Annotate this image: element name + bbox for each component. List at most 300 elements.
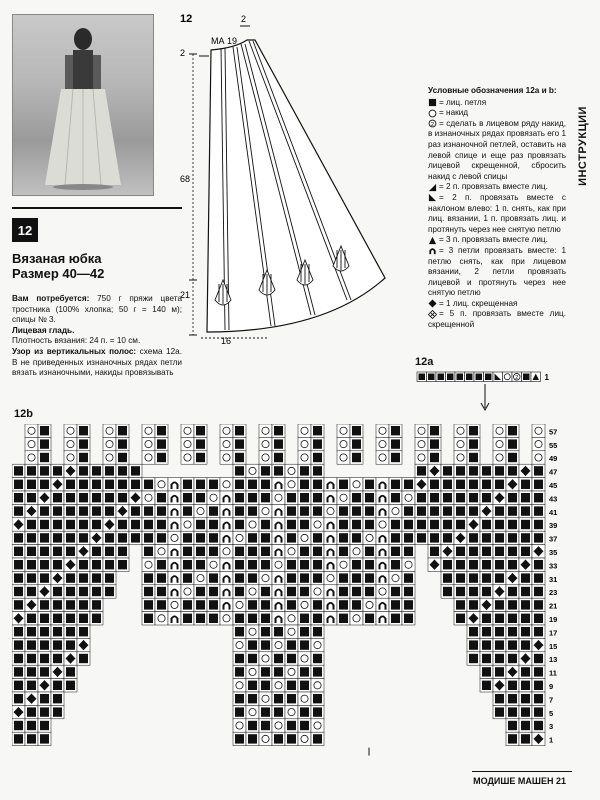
chart-b-cell [506,665,519,678]
chart-b-cell [207,531,220,544]
chart-b-cell [311,424,324,437]
chart-b-cell [402,571,415,584]
chart-a-cell [427,372,437,382]
chart-b-cell [519,719,532,732]
chart-b-cell [298,638,311,651]
chart-b-cell [220,424,233,437]
chart-b-cell [246,652,259,665]
chart-b-cell [376,598,389,611]
chart-b-cell [12,478,25,491]
chart-b-cell [532,531,545,544]
chart-b-cell [233,598,246,611]
chart-b-cell [480,585,493,598]
chart-b-cell [77,491,90,504]
chart-b-cell [298,437,311,450]
chart-b-cell [272,571,285,584]
chart-b-cell [233,437,246,450]
chart-b-cell [285,464,298,477]
chart-b-cell [194,491,207,504]
chart-b-cell [25,612,38,625]
chart-b-cell [25,531,38,544]
chart-b-cell [519,585,532,598]
chart-b-cell [116,491,129,504]
chart-b-row-number: 9 [549,682,554,691]
chart-b-cell [311,638,324,651]
chart-b-cell [363,491,376,504]
chart-b-cell [415,478,428,491]
chart-b-cell [64,679,77,692]
chart-b-cell [506,598,519,611]
chart-b-cell [12,491,25,504]
stitch-label: Лицевая гладь. [12,325,75,335]
chart-b-cell [259,598,272,611]
materials-text: 750 г пряжи цвета тростника (100% хлопка; 50 г = 140 м); спицы № 3. [12,294,182,325]
chart-b-cell [493,531,506,544]
chart-b-cell [259,719,272,732]
chart-a-cell [446,372,456,382]
chart-b-cell [25,665,38,678]
chart-b-cell [428,437,441,450]
chart-b-cell [376,504,389,517]
chart-b-cell [350,451,363,464]
chart-b-cell [12,638,25,651]
chart-b-cell [233,612,246,625]
chart-b-cell [12,545,25,558]
chart-b-cell [77,464,90,477]
chart-b-cell [246,732,259,745]
chart-b-row-number: 3 [549,722,554,732]
chart-b-cell [38,478,51,491]
chart-b-cell [337,437,350,450]
chart-b-cell [194,598,207,611]
chart-b-cell [324,478,337,491]
chart-b-cell [38,464,51,477]
chart-b-row-number: 7 [549,695,554,705]
chart-b-cell [220,437,233,450]
chart-b-cell [181,558,194,571]
chart-b-cell [376,491,389,504]
chart-b-cell [428,558,441,571]
chart-b-cell [25,464,38,477]
chart-b-cell [506,424,519,437]
chart-b-cell [77,437,90,450]
chart-b-cell [285,571,298,584]
chart-b-cell [272,612,285,625]
chart-b-cell [311,478,324,491]
chart-b-cell [64,424,77,437]
chart-b-cell [376,518,389,531]
chart-b-cell [38,531,51,544]
chart-b-cell [519,491,532,504]
chart-b-cell [480,571,493,584]
chart-b-cell [194,518,207,531]
chart-b-cell [337,612,350,625]
chart-b-cell [77,585,90,598]
title-line-2: Размер 40—42 [12,266,105,281]
legend-item-text: = 5 п. провязать вместе лиц. скрещенной [428,309,566,330]
chart-b-cell [467,504,480,517]
title-line-1: Вязаная юбка [12,251,102,266]
chart-b-cell [233,585,246,598]
chart-b-cell [25,491,38,504]
chart-b-cell [298,571,311,584]
chart-b-cell [116,531,129,544]
svg-text:2: 2 [515,374,519,381]
chart-b-cell [51,638,64,651]
chart-b-cell [259,478,272,491]
chart-b-cell [155,491,168,504]
chart-b-cell [129,531,142,544]
chart-a-row-number: 1 [544,373,549,382]
chart-b-cell [285,585,298,598]
schematic-left-margin: 2 [180,48,186,58]
chart-b-row-number: 39 [549,521,558,531]
chart-b-cell [532,558,545,571]
chart-b-cell [506,638,519,651]
chart-b-cell [480,531,493,544]
chart-b-cell [402,585,415,598]
chart-b-cell [519,705,532,718]
chart-b-cell [272,585,285,598]
chart-b-cell [12,531,25,544]
chart-b-cell [311,705,324,718]
chart-b-cell [389,558,402,571]
chart-b-cell [298,625,311,638]
chart-b-cell [207,558,220,571]
chart-b-label: 12b [14,408,33,420]
chart-b-cell [142,598,155,611]
chart-b-cell [467,478,480,491]
chart-b-cell [389,571,402,584]
chart-b-cell [350,571,363,584]
chart-b-cell [532,652,545,665]
chart-b-cell [220,598,233,611]
chart-b-cell [155,478,168,491]
chart-b-cell [506,518,519,531]
chart-b-cell [12,585,25,598]
chart-b-cell [64,491,77,504]
chart-b-cell [103,491,116,504]
chart-b-cell [506,652,519,665]
chart-b-cell [246,558,259,571]
chart-b-cell [246,638,259,651]
chart-b-cell [259,491,272,504]
chart-b-cell [12,504,25,517]
chart-b-row-number: 11 [549,668,557,678]
chart-b-cell [116,464,129,477]
legend-item-text: = 2 п. провязать вместе с наклоном влево: 1 п. снять, как при лиц. вязании, 1 п. провязать лиц. и протянуть через нее снятую петлю [428,192,566,234]
chart-b-cell [246,491,259,504]
chart-b-cell [64,625,77,638]
chart-b-cell [233,545,246,558]
chart-b-cell [246,598,259,611]
chart-b-cell [272,545,285,558]
chart-b-cell [506,558,519,571]
chart-b-cell [272,598,285,611]
chart-b-cell [12,571,25,584]
chart-a-cell [484,372,494,382]
chart-b-cell [467,518,480,531]
chart-b-cell [532,679,545,692]
chart-b-cell [506,531,519,544]
chart-b-cell [493,571,506,584]
legend-items [428,98,566,331]
chart-b-cell [51,478,64,491]
chart-b-cell [389,585,402,598]
chart-b-cell [415,424,428,437]
chart-b-cell [207,518,220,531]
chart-b-cell [376,478,389,491]
chart-b-cell [246,545,259,558]
chart-b-cell [272,451,285,464]
chart-b-cell [38,732,51,745]
chart-b-cell [103,558,116,571]
chart-b-cell [233,451,246,464]
chart-b-cell [12,732,25,745]
chart-b-cell [168,478,181,491]
chart-b-cell [103,504,116,517]
chart-b-cell [77,598,90,611]
chart-b-cell [493,598,506,611]
chart-b-cell [415,464,428,477]
chart-b-cell [103,585,116,598]
chart-b-cell [207,545,220,558]
chart-b-cell [311,571,324,584]
chart-b-cell [142,504,155,517]
chart-b-cell [259,665,272,678]
chart-b-cell [142,558,155,571]
chart-b-cell [389,504,402,517]
chart-b-cell [311,545,324,558]
chart-b-cell [155,437,168,450]
chart-b-cell [155,531,168,544]
chart-b-cell [233,424,246,437]
chart-b-cell [51,665,64,678]
chart-b-cell [168,571,181,584]
chart-b-cell [129,518,142,531]
chart-b-cell [389,531,402,544]
chart-b-cell [298,424,311,437]
chart-b-cell [272,732,285,745]
footer-rule [472,771,572,772]
model-photo [12,14,154,196]
chart-b-cell [532,437,545,450]
chart-b-cell [77,531,90,544]
chart-b-cell [220,545,233,558]
chart-b-cell [376,451,389,464]
chart-b-cell [220,612,233,625]
chart-b-cell [168,518,181,531]
chart-b-cell [155,545,168,558]
legend-item [428,98,566,109]
chart-b-cell [181,451,194,464]
chart-b-cell [168,585,181,598]
chart-b-cell [77,625,90,638]
chart-b-cell [194,424,207,437]
chart-b-cell [207,612,220,625]
chart-b-cell [506,692,519,705]
chart-b-cell [363,585,376,598]
chart-b-cell [181,424,194,437]
chart-b-cell [38,612,51,625]
chart-b-cell [103,437,116,450]
chart-b-row-number: 33 [549,561,558,571]
legend-title: Условные обозначения 12а и b: [428,86,557,95]
chart-b-cell [116,518,129,531]
chart-b-cell [233,558,246,571]
legend-item [428,119,566,183]
chart-b-cell [285,679,298,692]
chart-b-cell [64,665,77,678]
chart-b-cell [350,612,363,625]
chart-b-row-number: 35 [549,548,558,557]
chart-b-cell [506,478,519,491]
chart-a-cell [436,372,446,382]
chart-b-cell [402,518,415,531]
twisted-2-icon [428,119,437,128]
chart-b-cell [285,625,298,638]
chart-b-cell [532,692,545,705]
chart-b-cell [311,625,324,638]
chart-b-cell [363,612,376,625]
chart-b-cell [51,491,64,504]
chart-b-cell [77,612,90,625]
chart-b-cell [38,545,51,558]
chart-b-cell [25,638,38,651]
chart-b-cell [103,464,116,477]
chart-b-cell [64,518,77,531]
chart-b-cell [181,598,194,611]
legend-item-text: = лиц. петля [439,97,487,107]
chart-a-cell [493,372,503,382]
chart-b-cell [441,545,454,558]
chart-b-cell [233,705,246,718]
chart-b-cell [493,612,506,625]
chart-b-cell [64,612,77,625]
chart-b-cell [480,638,493,651]
chart-b-cell [90,545,103,558]
chart-b-cell [272,719,285,732]
chart-b-cell [311,518,324,531]
chart-b-cell [532,424,545,437]
chart-b-cell [272,491,285,504]
chart-b-cell [454,558,467,571]
chart-b-cell [103,451,116,464]
chart-b-cell [506,437,519,450]
legend-item-text: = 3 петли провязать вместе: 1 петлю снять, как при лицевом вязании, 2 петли провязать лицевой и протянуть через нее снятую петлю [428,245,566,298]
chart-b-cell [194,545,207,558]
chart-b-cell [12,719,25,732]
chart-b-cell [194,531,207,544]
chart-b-cell [64,545,77,558]
chart-b-cell [220,531,233,544]
chart-b-cell [467,545,480,558]
chart-b-cell [77,558,90,571]
chart-b-cell [285,638,298,651]
five-together-icon [428,310,437,319]
chart-b-cell [337,478,350,491]
chart-b-cell [220,478,233,491]
chart-b-cell [233,652,246,665]
chart-b-cell [428,478,441,491]
chart-b-cell [285,518,298,531]
chart-b-cell [142,571,155,584]
legend-item [428,309,566,330]
chart-b-cell [298,665,311,678]
chart-b-cell [142,437,155,450]
chart-b-cell [181,491,194,504]
chart-a-arrow-icon [481,384,489,410]
chart-b-cell [311,531,324,544]
chart-b-cell [220,558,233,571]
chart-b-cell [480,504,493,517]
chart-a-cell [503,372,513,382]
gauge-text: Плотность вязания: 24 п. = 10 см. [12,336,141,346]
schematic-bottom-width: 16 [221,336,232,346]
chart-b-cell [116,437,129,450]
chart-b-cell [298,464,311,477]
chart-b-cell [246,478,259,491]
chart-b-cell [51,518,64,531]
chart-b-cell [233,732,246,745]
chart-b-cell [90,571,103,584]
legend-item-text: = сделать в лицевом ряду накид, в изнаночных рядах провязать его 1 раз изнаночной петлей, оставить на левой спице и еще раз провязать лицевой скрещенной, сбросить накид с левой спицы [428,118,566,181]
arch-icon [428,246,437,255]
chart-b-cell [532,732,545,745]
chart-b-cell [103,518,116,531]
chart-b-cell [259,571,272,584]
chart-b-cell [25,424,38,437]
chart-b-cell [532,571,545,584]
chart-b-cell [506,612,519,625]
chart-b-cell [168,545,181,558]
legend-item [428,182,566,193]
chart-b-cell [181,531,194,544]
chart-b-cell [25,598,38,611]
chart-b-cell [467,531,480,544]
chart-b-cell [428,464,441,477]
chart-b-cell [324,558,337,571]
legend-item-text: = 1 лиц. скрещенная [439,298,518,308]
chart-b-cell [155,504,168,517]
chart-b-cell [233,464,246,477]
chart-b-cell [38,679,51,692]
chart-b-cell [25,625,38,638]
chart-b-cell [506,679,519,692]
chart-b-cell [324,545,337,558]
chart-b-cell [506,545,519,558]
chart-b-cell [493,625,506,638]
chart-b-cell [350,504,363,517]
chart-b-cell [467,625,480,638]
chart-b-cell [272,424,285,437]
chart-b-cell [350,518,363,531]
chart-b-cell [51,504,64,517]
chart-b-cell [259,437,272,450]
article-number-badge: 12 [12,218,38,242]
chart-b-cell [12,518,25,531]
chart-b-cell [129,491,142,504]
model-figure-image [43,25,123,190]
chart-b-cell [38,491,51,504]
chart-b-row-number: 5 [549,708,554,718]
chart-b-cell [441,478,454,491]
chart-b-cell [259,464,272,477]
chart-b-row-number: 49 [549,454,558,464]
chart-b-row-number: 47 [549,467,558,477]
chart-b-cell [506,451,519,464]
chart-b-cell [259,705,272,718]
